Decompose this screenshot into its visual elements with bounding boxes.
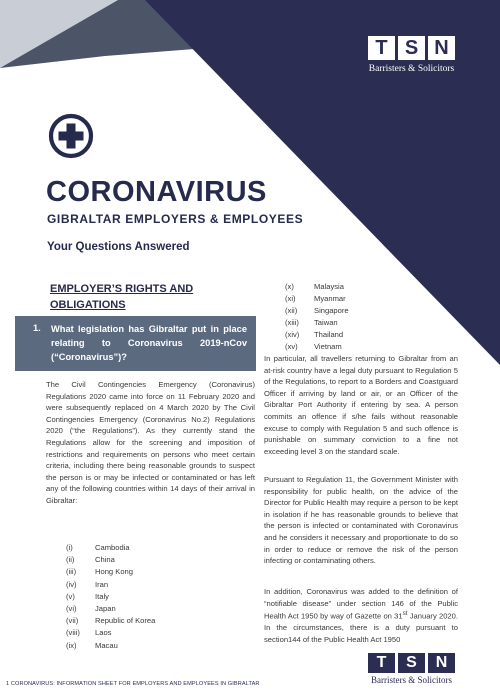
paragraph-text: January 2020. In the circumstances, there is a duty pursuant to section144 of the Public Health Act 1950 xyxy=(264,611,458,644)
isolation-paragraph: Pursuant to Regulation 11, the Government Minister with responsibility for public health, on the advice of the Director for Public Health may require a person to be kept in isolation if he has reasonable grounds to believe that the person is infected or contaminated with Coronavirus and he considers it necessary and proportionate to do so in order to reduce or remove the risk of the person infecting or contaminating others. xyxy=(264,475,458,566)
logo-letter: T xyxy=(368,36,395,60)
logo-letter: N xyxy=(428,36,455,60)
logo-letter: S xyxy=(398,36,425,60)
medical-cross-icon xyxy=(48,113,94,159)
list-item-number: (xii) xyxy=(285,306,298,316)
list-item-number: (xi) xyxy=(285,294,296,304)
list-item xyxy=(285,330,349,342)
list-item xyxy=(66,543,155,555)
footer-logo xyxy=(368,653,455,685)
list-item-number: (vi) xyxy=(66,603,77,613)
list-item-number: (i) xyxy=(66,543,73,552)
page-footer: 1 CORONAVIRUS: INFORMATION SHEET FOR EMPLOYERS AND EMPLOYEES IN GIBRALTAR xyxy=(6,681,260,687)
reporting-duty-paragraph: In particular, all travellers returning to Gibraltar from an at-risk country have a legal duty pursuant to Regulation 5 of the Regulations, to report to a Borders and Coastguard Officer if arriving by land or air, or an Officer of the Gibraltar Port Authority if entering by sea. A person commits an offence if s/he fails without reasonable excuse to comply with Regulation 5 and such offence is punishable on summary conviction to a fine not exceeding level 3 on the standard scale. xyxy=(264,354,458,456)
question-text: What legislation has Gibraltar put in place relating to Coronavirus 2019-nCov (“Coronavirus”)? xyxy=(51,324,247,362)
firm-logo xyxy=(368,36,455,74)
list-item-country: Iran xyxy=(95,579,109,589)
list-item-number: (xiv) xyxy=(285,330,300,340)
logo-letter: N xyxy=(428,653,455,673)
list-item-country: Malaysia xyxy=(314,282,344,291)
list-item-country: Italy xyxy=(95,591,109,601)
logo-tagline: Barristers & Solicitors xyxy=(368,64,455,74)
ordinal-suffix: st xyxy=(402,610,408,618)
list-item xyxy=(285,294,349,306)
notifiable-disease-paragraph xyxy=(264,586,458,646)
list-item-country: Vietnam xyxy=(314,342,342,352)
list-item xyxy=(66,592,155,604)
list-item-number: (viii) xyxy=(66,628,80,638)
list-item-country: Myanmar xyxy=(314,294,346,304)
list-item xyxy=(66,604,155,616)
list-item xyxy=(66,616,155,628)
logo-tagline: Barristers & Solicitors xyxy=(371,675,452,685)
list-item-country: Republic of Korea xyxy=(95,616,156,626)
section-heading: EMPLOYER’S RIGHTS AND OBLIGATIONS xyxy=(50,283,194,311)
page-subtitle: GIBRALTAR EMPLOYERS & EMPLOYEES xyxy=(47,212,304,226)
list-item-number: (xv) xyxy=(285,342,298,352)
list-item-number: (ix) xyxy=(66,640,77,650)
list-item-country: Hong Kong xyxy=(95,567,133,577)
page-title: CORONAVIRUS xyxy=(46,176,267,208)
list-item-country: Japan xyxy=(95,603,116,613)
paragraph-text: In addition, Coronavirus was added to the definition of “notifiable disease” under section 146 of the Public Health Act 1950 by way of Gazette on 31 xyxy=(264,587,458,621)
country-list-right xyxy=(285,282,349,355)
list-item xyxy=(66,641,155,653)
list-item-country: Singapore xyxy=(314,306,349,316)
logo-letter: S xyxy=(398,653,425,673)
list-item xyxy=(66,628,155,640)
list-item xyxy=(285,306,349,318)
list-item-country: Thailand xyxy=(314,330,344,340)
page-tagline: Your Questions Answered xyxy=(47,241,190,253)
list-item xyxy=(285,282,349,294)
list-item-number: (xiii) xyxy=(285,318,299,328)
list-item-number: (vii) xyxy=(66,616,79,626)
list-item-number: (iv) xyxy=(66,579,77,589)
list-item-country: Taiwan xyxy=(314,318,338,328)
list-item-country: Macau xyxy=(95,640,118,650)
list-item xyxy=(66,555,155,567)
list-item xyxy=(285,318,349,330)
list-item-number: (v) xyxy=(66,591,75,601)
list-item xyxy=(66,580,155,592)
list-item xyxy=(66,567,155,579)
question-number: 1. xyxy=(33,323,41,333)
country-list-left xyxy=(66,543,155,653)
list-item-country: China xyxy=(95,555,115,565)
list-item-number: (iii) xyxy=(66,567,77,577)
intro-paragraph: The Civil Contingencies Emergency (Coronavirus) Regulations 2020 came into force on 11 February 2020 and were subsequently replaced on 4 March 2020 by The Civil Contingencies Emergency (Coronavirus No.2) Regulations 2020 (“the Regulations”). As they currently stand the Regulations allow for the screening and imposition of restrictions and requirements on persons who meet certain criteria, including there being reasonable grounds to suspect the person is or may be infected or contaminated or has left any of the following countries within 14 days of their arrival in Gibraltar: xyxy=(46,380,255,506)
list-item-country: Cambodia xyxy=(95,543,130,552)
logo-letter: T xyxy=(368,653,395,673)
list-item-number: (ii) xyxy=(66,555,75,565)
list-item-number: (x) xyxy=(285,282,294,291)
question-box xyxy=(15,316,256,371)
list-item-country: Laos xyxy=(95,628,112,638)
